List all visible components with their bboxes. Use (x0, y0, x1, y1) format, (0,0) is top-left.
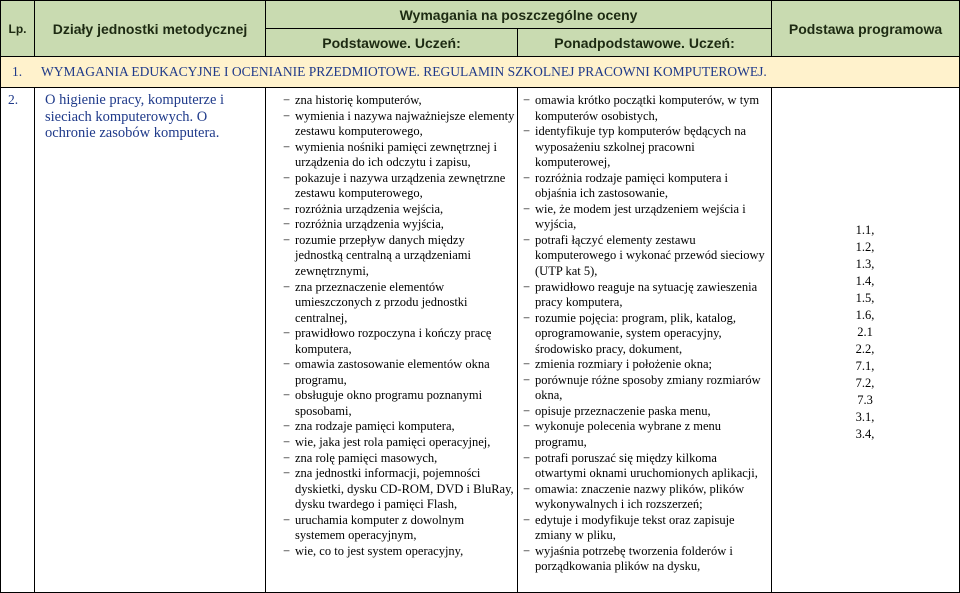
podstawa-code: 1.3, (855, 257, 875, 271)
requirement-item: − omawia zastosowanie elementów okna programu, (283, 357, 515, 388)
grid-line (265, 0, 266, 57)
requirement-item: − rozróżnia urządzenia wyjścia, (283, 217, 515, 233)
requirement-item: − pokazuje i nazywa urządzenia zewnętrzne zestawu komputerowego, (283, 171, 515, 202)
podstawa-code: 3.4, (855, 427, 875, 441)
requirement-item: − rozróżnia rodzaje pamięci komputera i objaśnia ich zastosowanie, (523, 171, 765, 202)
header-dzialy-label: Działy jednostki metodycznej (52, 20, 248, 37)
header-podstawa-label: Podstawa programowa (788, 20, 943, 37)
requirement-item: − wie, że modem jest urządzeniem wejścia i wyjścia, (523, 202, 765, 233)
requirement-item: − zna jednostki informacji, pojemności dyskietki, dysku CD-ROM, DVD i BluRay, dysku twardego i pamięci Flash, (283, 466, 515, 513)
podstawa-code: 7.1, (855, 359, 875, 373)
podstawa-code: 1.2, (855, 240, 875, 254)
requirement-item: − wyjaśnia potrzebę tworzenia folderów i porządkowania plików na dysku, (523, 544, 765, 575)
header-podstawowe (266, 29, 517, 56)
podstawa-code: 7.3 (857, 393, 873, 407)
podstawa-code: 2.1 (857, 325, 873, 339)
podstawowe-list (283, 93, 515, 559)
header-lp-label: Lp. (8, 21, 27, 36)
grid-line (0, 0, 1, 593)
requirement-item: − prawidłowo rozpoczyna i kończy pracę komputera, (283, 326, 515, 357)
podstawa-code: 1.1, (855, 223, 875, 237)
grid-line (771, 0, 772, 57)
requirement-item: − porównuje różne sposoby zmiany rozmiarów okna, (523, 373, 765, 404)
section-row (1, 57, 959, 87)
requirement-item: − wymienia i nazywa najważniejsze elementy zestawu komputerowego, (283, 109, 515, 140)
requirement-item: − rozumie pojęcia: program, plik, katalog, oprogramowanie, system operacyjny, środowisko pracy, dokument, (523, 311, 765, 358)
podstawa-code: 1.6, (855, 308, 875, 322)
row-dzial: O higienie pracy, komputerze i sieciach komputerowych. O ochronie zasobów komputera. (45, 92, 225, 141)
requirement-item: − omawia: znaczenie nazwy plików, plików wykonywalnych i ich rozszerzeń; (523, 482, 765, 513)
header-lp (1, 1, 34, 56)
grid-line (34, 0, 35, 57)
grid-line (265, 87, 266, 593)
grid-line (266, 28, 771, 29)
header-wymagania-label: Wymagania na poszczególne oceny (399, 6, 638, 23)
requirement-item: − wie, co to jest system operacyjny, (283, 544, 515, 560)
grid-line (34, 87, 35, 593)
requirement-item: − zna przeznaczenie elementów umieszczonych z przodu jednostki centralnej, (283, 280, 515, 327)
requirement-item: − omawia krótko początki komputerów, w tym komputerów osobistych, (523, 93, 765, 124)
section-title: WYMAGANIA EDUKACYJNE I OCENIANIE PRZEDMIOTOWE. REGULAMIN SZKOLNEJ PRACOWNI KOMPUTEROWEJ. (41, 64, 767, 79)
requirement-item: − opisuje przeznaczenie paska menu, (523, 404, 765, 420)
grid-line (771, 87, 772, 593)
requirement-item: − rozumie przepływ danych między jednostką centralną a urządzeniami zewnętrznymi, (283, 233, 515, 280)
requirement-item: − zna rolę pamięci masowych, (283, 451, 515, 467)
ponadpodstawowe-list (523, 93, 765, 575)
podstawa-code: 3.1, (855, 410, 875, 424)
grid-line (0, 56, 960, 57)
podstawa-code: 7.2, (855, 376, 875, 390)
requirement-item: − zna historię komputerów, (283, 93, 515, 109)
section-number: 1. (12, 64, 23, 79)
podstawa-code: 2.2, (855, 342, 875, 356)
requirement-item: − edytuje i modyfikuje tekst oraz zapisuje zmiany w pliku, (523, 513, 765, 544)
requirement-item: − potrafi łączyć elementy zestawu komputerowego i wykonać przewód sieciowy (UTP kat 5), (523, 233, 765, 280)
grid-line (0, 0, 960, 1)
header-podstawowe-label: Podstawowe. Uczeń: (322, 34, 461, 51)
header-ponadpodstawowe (518, 29, 771, 56)
requirement-item: − zmienia rozmiary i położenie okna; (523, 357, 765, 373)
podstawa-code: 1.5, (855, 291, 875, 305)
requirement-item: − uruchamia komputer z dowolnym systemem operacyjnym, (283, 513, 515, 544)
header-ponadpodstawowe-label: Ponadpodstawowe. Uczeń: (554, 34, 735, 51)
requirement-item: − obsługuje okno programu poznanymi sposobami, (283, 388, 515, 419)
requirement-item: − identyfikuje typ komputerów będących na wyposażeniu szkolnej pracowni komputerowej, (523, 124, 765, 171)
grid-line (0, 87, 960, 88)
grid-line (517, 87, 518, 593)
requirement-item: − zna rodzaje pamięci komputera, (283, 419, 515, 435)
podstawa-codes (830, 222, 900, 443)
grid-line (517, 28, 518, 57)
requirement-item: − wymienia nośniki pamięci zewnętrznej i urządzenia do ich odczytu i zapisu, (283, 140, 515, 171)
row-lp: 2. (8, 92, 19, 107)
podstawa-code: 1.4, (855, 274, 875, 288)
header-dzialy (35, 1, 265, 56)
requirement-item: − prawidłowo reaguje na sytuację zawieszenia pracy komputera, (523, 280, 765, 311)
requirement-item: − rozróżnia urządzenia wejścia, (283, 202, 515, 218)
header-wymagania (266, 1, 771, 28)
header-podstawa (772, 1, 959, 56)
requirement-item: − wie, jaka jest rola pamięci operacyjnej, (283, 435, 515, 451)
requirement-item: − wykonuje polecenia wybrane z menu programu, (523, 419, 765, 450)
requirement-item: − potrafi poruszać się między kilkoma otwartymi oknami uruchomionych aplikacji, (523, 451, 765, 482)
